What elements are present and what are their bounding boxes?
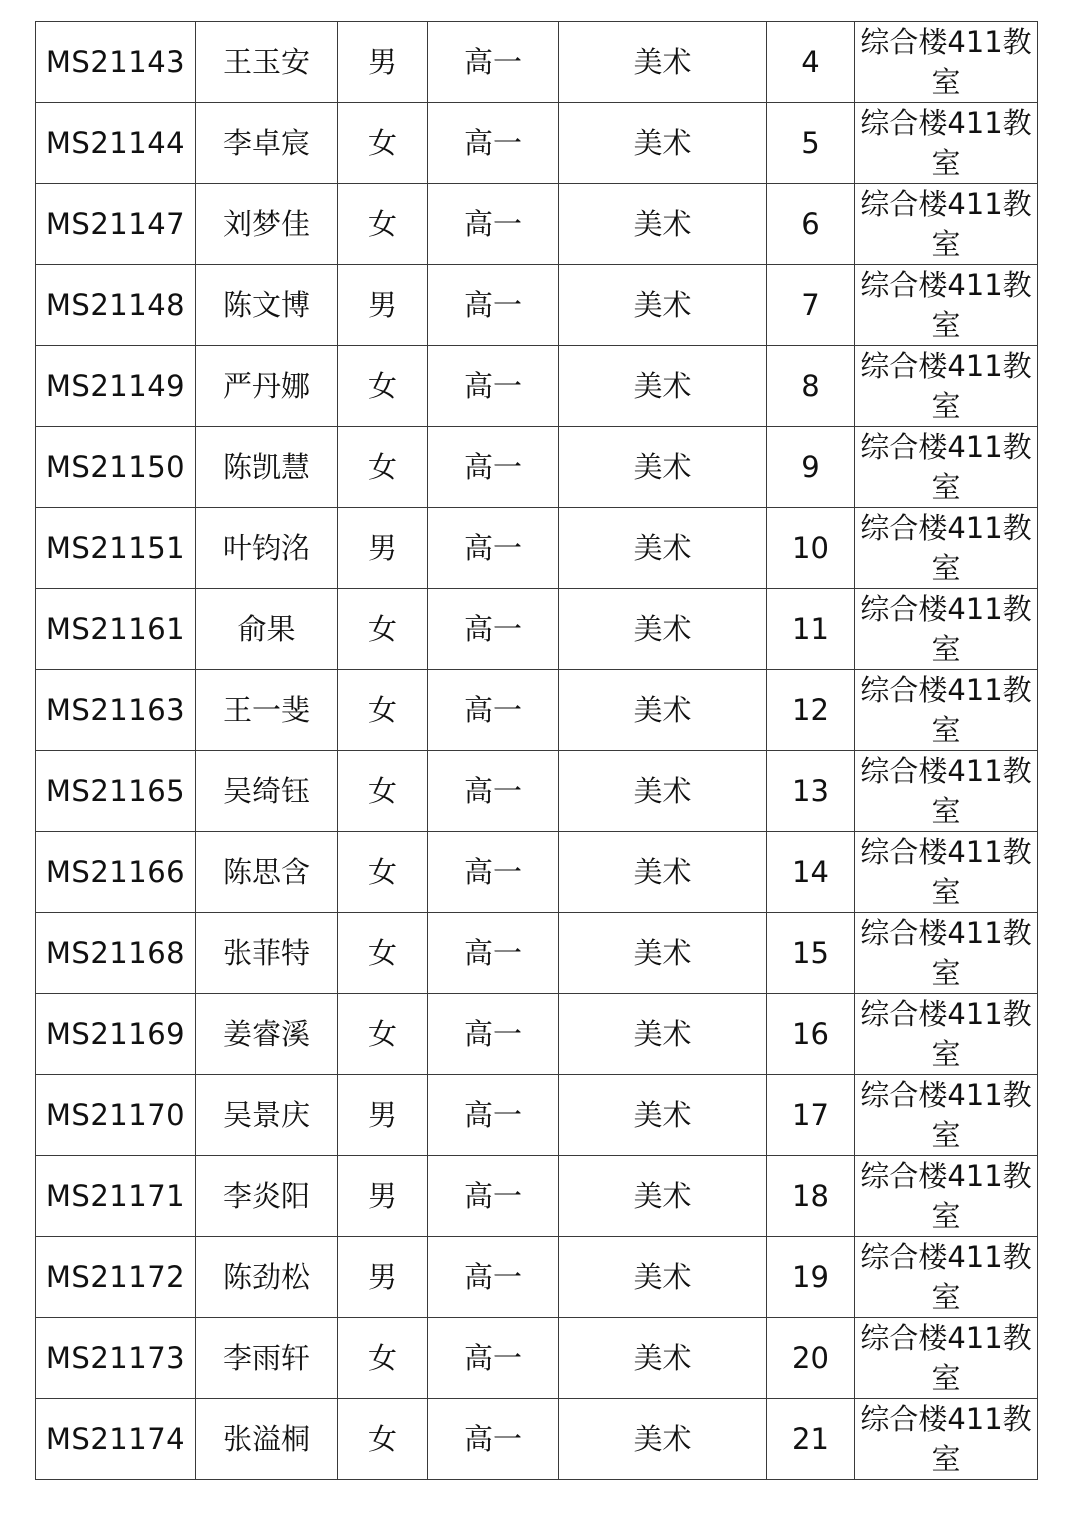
- subject-cell: 美术: [559, 751, 767, 832]
- seat-number-cell: 15: [767, 913, 855, 994]
- seat-number-cell: 18: [767, 1156, 855, 1237]
- student-name-cell: 陈劲松: [196, 1237, 338, 1318]
- student-id-cell: MS21168: [36, 913, 196, 994]
- student-name-cell: 李炎阳: [196, 1156, 338, 1237]
- grade-cell: 高一: [428, 994, 559, 1075]
- roster-body: [36, 22, 1038, 1480]
- student-name-cell: 陈文博: [196, 265, 338, 346]
- seat-number-cell: 6: [767, 184, 855, 265]
- seat-number-cell: 17: [767, 1075, 855, 1156]
- gender-cell: 女: [338, 184, 428, 265]
- grade-cell: 高一: [428, 103, 559, 184]
- seat-number-cell: 11: [767, 589, 855, 670]
- table-row: [36, 427, 1038, 508]
- table-row: [36, 832, 1038, 913]
- grade-cell: 高一: [428, 1399, 559, 1480]
- grade-cell: 高一: [428, 427, 559, 508]
- seat-number-cell: 13: [767, 751, 855, 832]
- table-row: [36, 1156, 1038, 1237]
- table-row: [36, 670, 1038, 751]
- subject-cell: 美术: [559, 1156, 767, 1237]
- table-row: [36, 1399, 1038, 1480]
- subject-cell: 美术: [559, 346, 767, 427]
- subject-cell: 美术: [559, 670, 767, 751]
- student-id-cell: MS21150: [36, 427, 196, 508]
- gender-cell: 男: [338, 1237, 428, 1318]
- gender-cell: 男: [338, 22, 428, 103]
- student-name-cell: 严丹娜: [196, 346, 338, 427]
- student-name-cell: 吴绮钰: [196, 751, 338, 832]
- subject-cell: 美术: [559, 832, 767, 913]
- student-id-cell: MS21169: [36, 994, 196, 1075]
- student-id-cell: MS21172: [36, 1237, 196, 1318]
- student-id-cell: MS21166: [36, 832, 196, 913]
- table-row: [36, 994, 1038, 1075]
- exam-room-cell: 综合楼411教室: [855, 184, 1038, 265]
- exam-room-cell: 综合楼411教室: [855, 913, 1038, 994]
- student-id-cell: MS21171: [36, 1156, 196, 1237]
- grade-cell: 高一: [428, 670, 559, 751]
- exam-room-cell: 综合楼411教室: [855, 670, 1038, 751]
- exam-room-cell: 综合楼411教室: [855, 22, 1038, 103]
- gender-cell: 女: [338, 832, 428, 913]
- table-row: [36, 1318, 1038, 1399]
- subject-cell: 美术: [559, 508, 767, 589]
- student-name-cell: 俞果: [196, 589, 338, 670]
- exam-room-cell: 综合楼411教室: [855, 427, 1038, 508]
- gender-cell: 女: [338, 589, 428, 670]
- exam-room-cell: 综合楼411教室: [855, 1237, 1038, 1318]
- seat-number-cell: 8: [767, 346, 855, 427]
- grade-cell: 高一: [428, 832, 559, 913]
- table-row: [36, 184, 1038, 265]
- grade-cell: 高一: [428, 1156, 559, 1237]
- table-row: [36, 751, 1038, 832]
- student-name-cell: 吴景庆: [196, 1075, 338, 1156]
- exam-room-cell: 综合楼411教室: [855, 508, 1038, 589]
- exam-room-cell: 综合楼411教室: [855, 1399, 1038, 1480]
- grade-cell: 高一: [428, 1237, 559, 1318]
- student-name-cell: 姜睿溪: [196, 994, 338, 1075]
- table-row: [36, 103, 1038, 184]
- grade-cell: 高一: [428, 751, 559, 832]
- gender-cell: 女: [338, 1318, 428, 1399]
- gender-cell: 女: [338, 103, 428, 184]
- subject-cell: 美术: [559, 1399, 767, 1480]
- table-row: [36, 22, 1038, 103]
- seat-number-cell: 12: [767, 670, 855, 751]
- seat-number-cell: 14: [767, 832, 855, 913]
- seat-number-cell: 21: [767, 1399, 855, 1480]
- student-name-cell: 王一斐: [196, 670, 338, 751]
- gender-cell: 男: [338, 1075, 428, 1156]
- grade-cell: 高一: [428, 1318, 559, 1399]
- exam-room-cell: 综合楼411教室: [855, 832, 1038, 913]
- gender-cell: 女: [338, 670, 428, 751]
- student-id-cell: MS21170: [36, 1075, 196, 1156]
- exam-room-cell: 综合楼411教室: [855, 1318, 1038, 1399]
- table-row: [36, 1075, 1038, 1156]
- student-id-cell: MS21148: [36, 265, 196, 346]
- student-id-cell: MS21163: [36, 670, 196, 751]
- table-row: [36, 1237, 1038, 1318]
- student-id-cell: MS21173: [36, 1318, 196, 1399]
- gender-cell: 女: [338, 751, 428, 832]
- exam-room-cell: 综合楼411教室: [855, 265, 1038, 346]
- seat-number-cell: 4: [767, 22, 855, 103]
- subject-cell: 美术: [559, 994, 767, 1075]
- exam-room-cell: 综合楼411教室: [855, 1156, 1038, 1237]
- exam-room-cell: 综合楼411教室: [855, 103, 1038, 184]
- subject-cell: 美术: [559, 913, 767, 994]
- subject-cell: 美术: [559, 1318, 767, 1399]
- grade-cell: 高一: [428, 265, 559, 346]
- grade-cell: 高一: [428, 1075, 559, 1156]
- student-id-cell: MS21143: [36, 22, 196, 103]
- exam-room-cell: 综合楼411教室: [855, 346, 1038, 427]
- student-id-cell: MS21144: [36, 103, 196, 184]
- student-id-cell: MS21165: [36, 751, 196, 832]
- table-row: [36, 346, 1038, 427]
- student-id-cell: MS21149: [36, 346, 196, 427]
- seat-number-cell: 19: [767, 1237, 855, 1318]
- student-id-cell: MS21151: [36, 508, 196, 589]
- student-name-cell: 张溢桐: [196, 1399, 338, 1480]
- gender-cell: 男: [338, 1156, 428, 1237]
- student-name-cell: 王玉安: [196, 22, 338, 103]
- subject-cell: 美术: [559, 22, 767, 103]
- seat-number-cell: 7: [767, 265, 855, 346]
- gender-cell: 女: [338, 913, 428, 994]
- gender-cell: 男: [338, 508, 428, 589]
- grade-cell: 高一: [428, 508, 559, 589]
- table-row: [36, 508, 1038, 589]
- exam-room-cell: 综合楼411教室: [855, 1075, 1038, 1156]
- grade-cell: 高一: [428, 184, 559, 265]
- exam-roster-table: [35, 21, 1038, 1480]
- grade-cell: 高一: [428, 346, 559, 427]
- student-id-cell: MS21174: [36, 1399, 196, 1480]
- exam-room-cell: 综合楼411教室: [855, 751, 1038, 832]
- grade-cell: 高一: [428, 22, 559, 103]
- grade-cell: 高一: [428, 589, 559, 670]
- table-row: [36, 913, 1038, 994]
- student-name-cell: 陈凯慧: [196, 427, 338, 508]
- seat-number-cell: 16: [767, 994, 855, 1075]
- gender-cell: 女: [338, 346, 428, 427]
- gender-cell: 女: [338, 1399, 428, 1480]
- student-name-cell: 叶钧洺: [196, 508, 338, 589]
- subject-cell: 美术: [559, 589, 767, 670]
- student-name-cell: 李卓宸: [196, 103, 338, 184]
- exam-room-cell: 综合楼411教室: [855, 589, 1038, 670]
- gender-cell: 女: [338, 994, 428, 1075]
- student-name-cell: 张菲特: [196, 913, 338, 994]
- student-name-cell: 刘梦佳: [196, 184, 338, 265]
- subject-cell: 美术: [559, 265, 767, 346]
- table-row: [36, 589, 1038, 670]
- subject-cell: 美术: [559, 184, 767, 265]
- gender-cell: 男: [338, 265, 428, 346]
- student-id-cell: MS21161: [36, 589, 196, 670]
- gender-cell: 女: [338, 427, 428, 508]
- seat-number-cell: 10: [767, 508, 855, 589]
- subject-cell: 美术: [559, 103, 767, 184]
- seat-number-cell: 5: [767, 103, 855, 184]
- grade-cell: 高一: [428, 913, 559, 994]
- student-name-cell: 陈思含: [196, 832, 338, 913]
- table-row: [36, 265, 1038, 346]
- student-id-cell: MS21147: [36, 184, 196, 265]
- seat-number-cell: 20: [767, 1318, 855, 1399]
- student-name-cell: 李雨轩: [196, 1318, 338, 1399]
- exam-room-cell: 综合楼411教室: [855, 994, 1038, 1075]
- seat-number-cell: 9: [767, 427, 855, 508]
- subject-cell: 美术: [559, 427, 767, 508]
- subject-cell: 美术: [559, 1075, 767, 1156]
- subject-cell: 美术: [559, 1237, 767, 1318]
